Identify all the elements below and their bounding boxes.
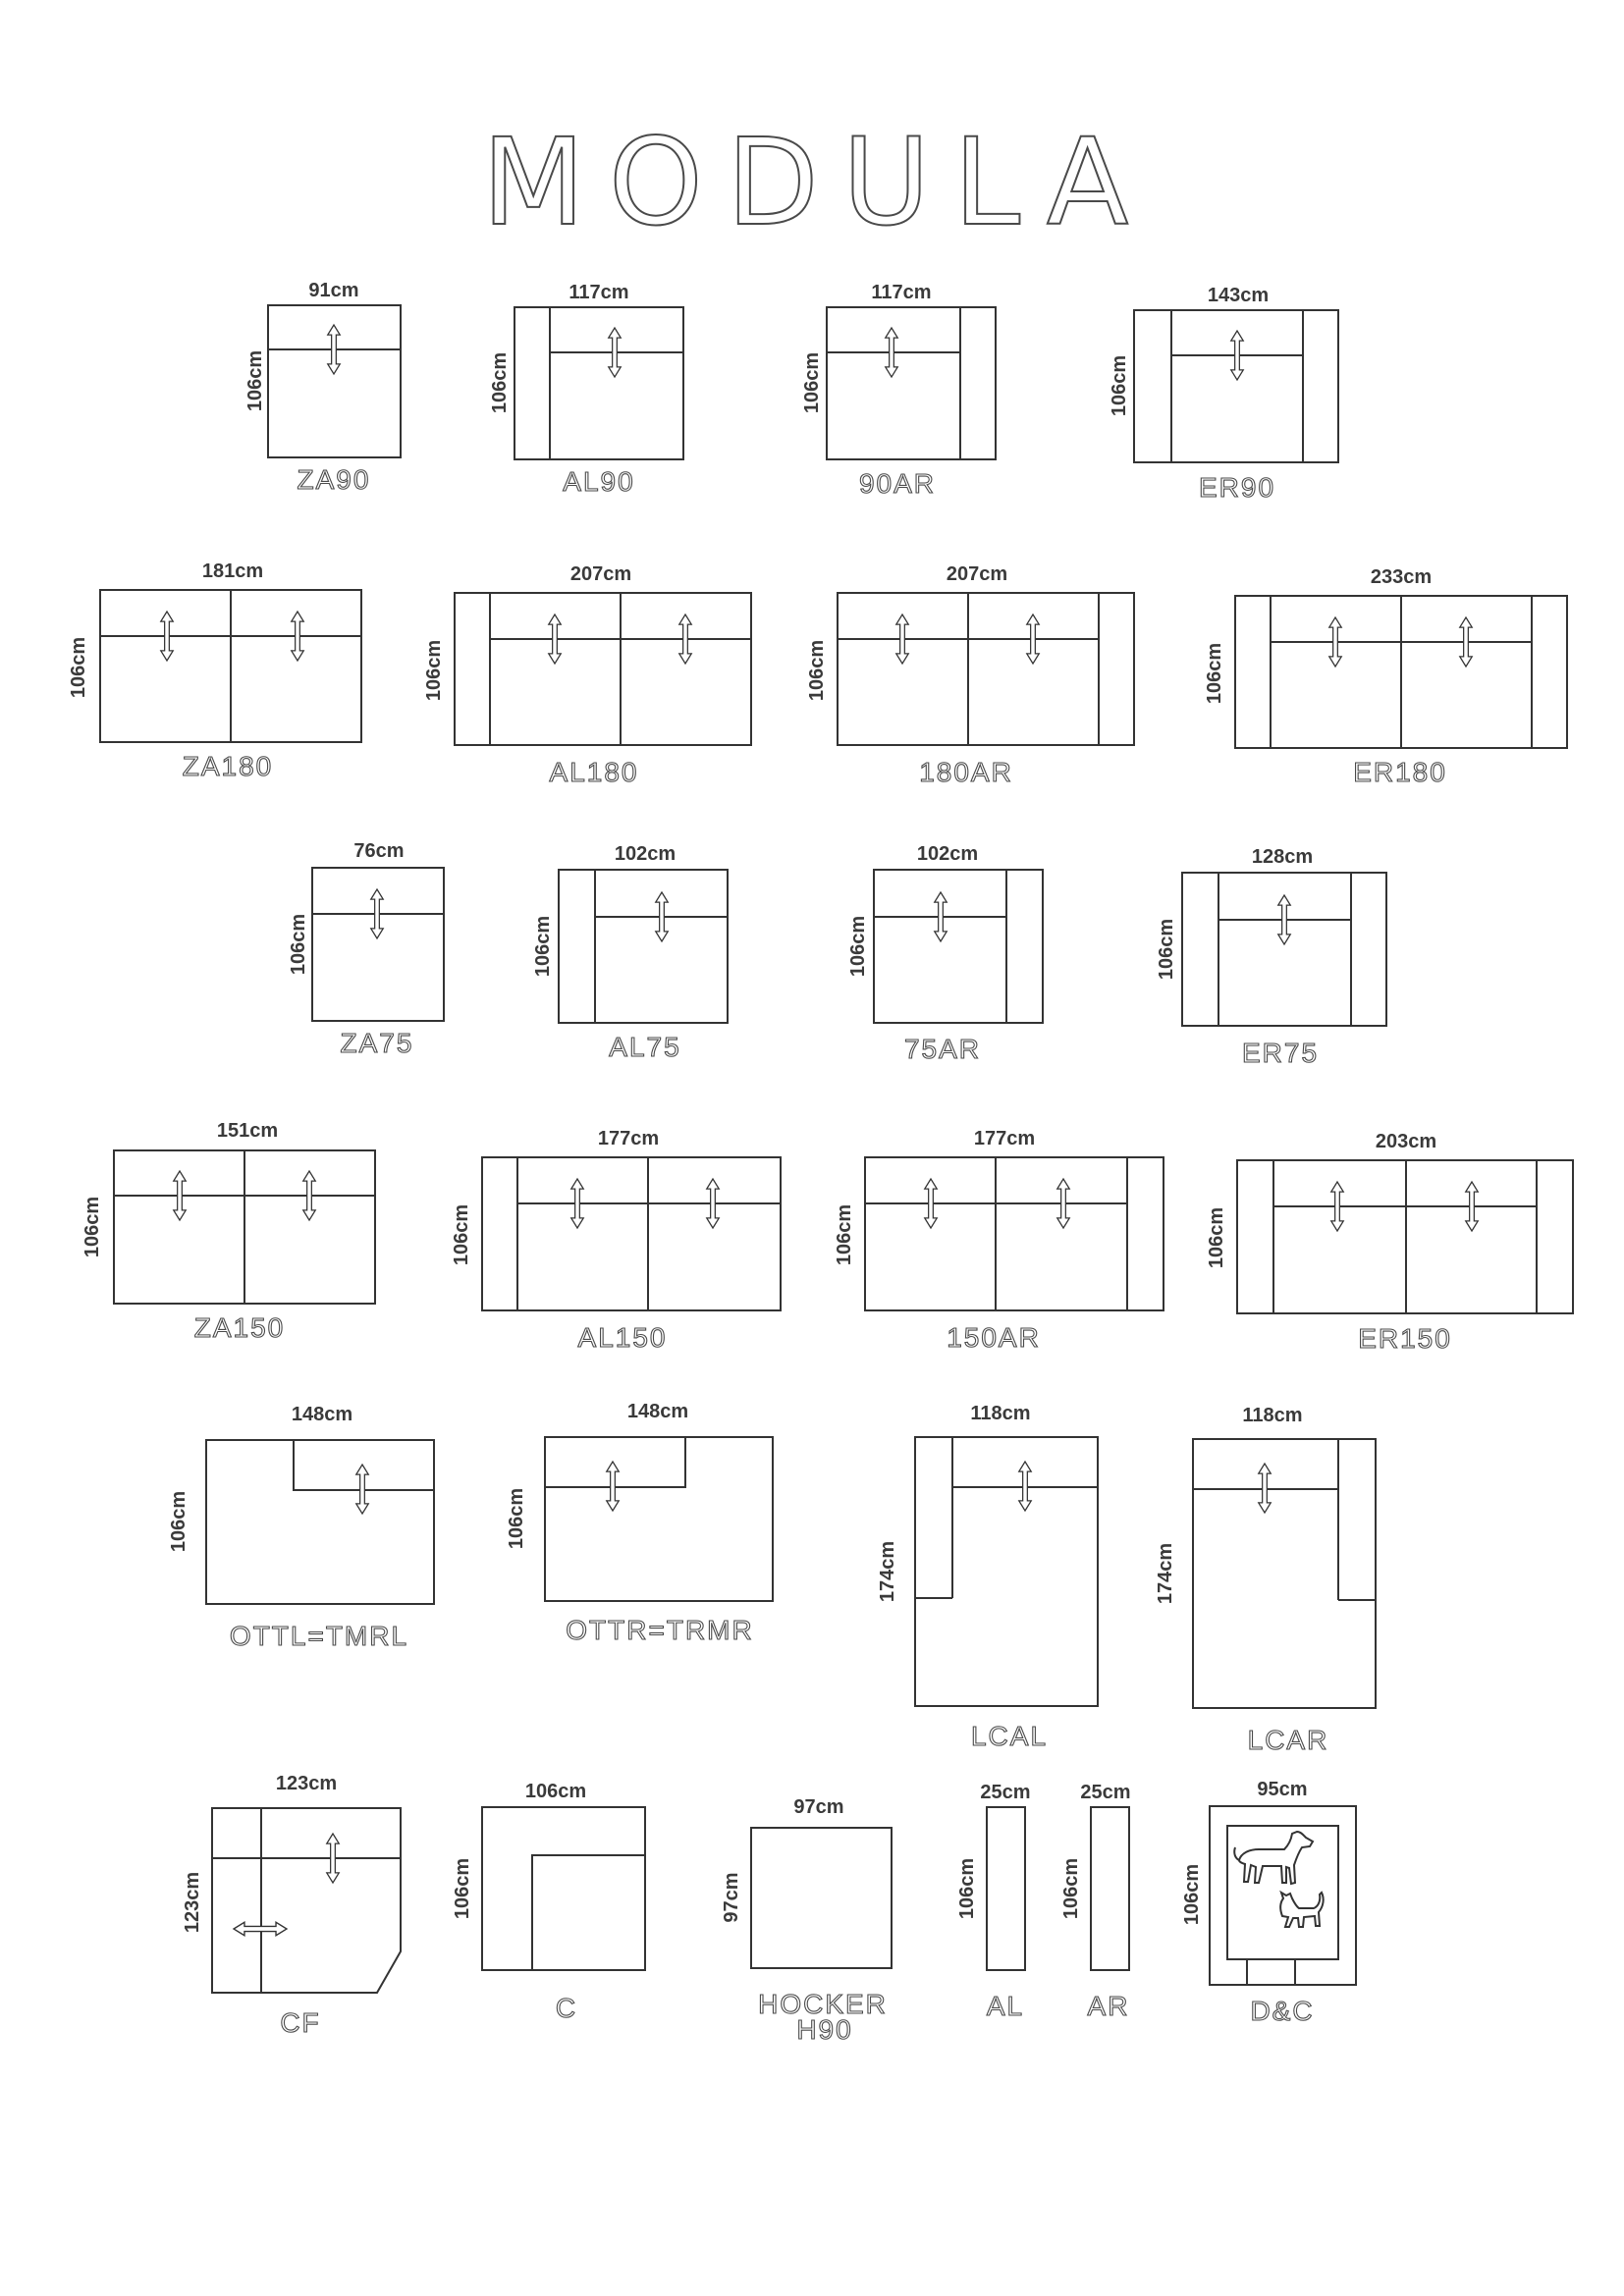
module-label: AL — [986, 1991, 1025, 2021]
module-label: HOCKER — [758, 1989, 888, 2019]
module-label: AR — [1087, 1991, 1130, 2021]
depth-dim: 106cm — [452, 1857, 473, 1920]
module-er150 — [1206, 1131, 1573, 1354]
depth-dim: 123cm — [182, 1871, 203, 1934]
module-label: 75AR — [903, 1034, 982, 1064]
width-dim: 148cm — [291, 1404, 353, 1425]
width-dim: 203cm — [1375, 1131, 1437, 1152]
width-dim: 177cm — [597, 1128, 660, 1149]
depth-dim: 106cm — [1060, 1857, 1082, 1920]
module-90ar — [801, 282, 996, 499]
module-label: AL90 — [563, 466, 635, 497]
depth-dim: 106cm — [68, 636, 89, 699]
module-ottl — [168, 1404, 434, 1651]
module-er90 — [1109, 285, 1338, 503]
width-dim: 177cm — [973, 1128, 1036, 1149]
width-dim: 148cm — [626, 1401, 689, 1422]
module-label: ER180 — [1353, 757, 1447, 787]
module-label: D&C — [1250, 1996, 1315, 2026]
depth-dim: 174cm — [1155, 1542, 1176, 1605]
module-label: LCAL — [970, 1721, 1049, 1751]
width-dim: 25cm — [1080, 1782, 1131, 1803]
module-za75 — [288, 840, 444, 1058]
page-title: MODULA — [481, 113, 1153, 252]
depth-dim: 106cm — [956, 1857, 978, 1920]
width-dim: 118cm — [1242, 1405, 1303, 1426]
module-75ar — [847, 843, 1043, 1064]
module-label-secondary: H90 — [796, 2014, 853, 2045]
depth-dim: 106cm — [1204, 642, 1225, 705]
module-al90 — [489, 282, 683, 497]
module-za90 — [244, 280, 401, 495]
module-c — [452, 1781, 645, 2023]
width-dim: 97cm — [793, 1796, 844, 1818]
width-dim: 123cm — [275, 1773, 338, 1794]
module-label: AL180 — [549, 757, 639, 787]
depth-dim: 106cm — [244, 349, 266, 412]
dog-icon — [1234, 1832, 1313, 1884]
module-label: 150AR — [947, 1322, 1041, 1353]
width-dim: 128cm — [1251, 846, 1314, 868]
module-label: OTTR=TRMR — [566, 1615, 754, 1645]
module-label: ZA75 — [340, 1028, 414, 1058]
width-dim: 118cm — [970, 1403, 1031, 1424]
module-180ar — [806, 563, 1134, 787]
module-er180 — [1204, 566, 1567, 787]
module-label: ZA90 — [297, 464, 371, 495]
depth-dim: 106cm — [1109, 354, 1130, 417]
depth-dim: 106cm — [81, 1196, 103, 1258]
module-al180 — [423, 563, 751, 787]
module-label: ER75 — [1241, 1038, 1320, 1068]
module-150ar — [834, 1128, 1164, 1353]
module-al150 — [451, 1128, 781, 1353]
depth-dim: 106cm — [834, 1203, 855, 1266]
module-label: ER90 — [1198, 472, 1276, 503]
width-dim: 102cm — [916, 843, 979, 865]
depth-dim: 106cm — [423, 639, 445, 702]
module-lcar — [1155, 1405, 1376, 1755]
depth-dim: 106cm — [168, 1490, 189, 1553]
module-label: LCAR — [1247, 1725, 1329, 1755]
depth-dim: 106cm — [1206, 1206, 1227, 1269]
depth-dim: 106cm — [801, 351, 823, 414]
width-dim: 102cm — [614, 843, 677, 865]
module-er75 — [1156, 846, 1386, 1068]
depth-dim: 106cm — [489, 351, 511, 414]
depth-dim: 106cm — [506, 1487, 527, 1550]
module-al — [956, 1782, 1031, 2021]
depth-dim: 106cm — [532, 915, 554, 978]
width-dim: 117cm — [871, 282, 932, 303]
module-hocker — [721, 1796, 892, 2045]
width-dim: 207cm — [569, 563, 632, 585]
module-lcal — [877, 1403, 1098, 1751]
width-dim: 143cm — [1207, 285, 1270, 306]
width-dim: 207cm — [946, 563, 1008, 585]
module-label: ER150 — [1358, 1323, 1452, 1354]
depth-dim: 106cm — [288, 913, 309, 976]
module-ottr — [506, 1401, 773, 1645]
module-label: ZA150 — [193, 1312, 286, 1343]
depth-dim: 106cm — [847, 915, 869, 978]
width-dim: 151cm — [216, 1120, 279, 1142]
width-dim: 95cm — [1257, 1779, 1308, 1800]
module-za180 — [68, 561, 361, 781]
cat-icon — [1280, 1893, 1323, 1927]
width-dim: 117cm — [568, 282, 629, 303]
width-dim: 181cm — [201, 561, 264, 582]
module-label: AL150 — [577, 1322, 668, 1353]
module-label: 90AR — [858, 468, 937, 499]
module-label: C — [555, 1993, 578, 2023]
module-label: OTTL=TMRL — [229, 1621, 409, 1651]
depth-dim: 97cm — [721, 1872, 742, 1923]
module-za150 — [81, 1120, 375, 1343]
width-dim: 233cm — [1370, 566, 1433, 588]
module-dc — [1181, 1779, 1356, 2026]
depth-dim: 106cm — [806, 639, 828, 702]
width-dim: 91cm — [308, 280, 359, 301]
module-label: 180AR — [919, 757, 1013, 787]
module-label: AL75 — [609, 1032, 681, 1062]
width-dim: 25cm — [980, 1782, 1031, 1803]
module-ar — [1060, 1782, 1131, 2021]
width-dim: 106cm — [524, 1781, 587, 1802]
depth-dim: 174cm — [877, 1540, 898, 1603]
depth-dim: 106cm — [1181, 1863, 1203, 1926]
module-label: ZA180 — [182, 751, 274, 781]
depth-dim: 106cm — [451, 1203, 472, 1266]
module-al75 — [532, 843, 728, 1062]
depth-dim: 106cm — [1156, 918, 1177, 981]
module-cf — [182, 1773, 401, 2038]
width-dim: 76cm — [353, 840, 405, 862]
module-label: CF — [280, 2007, 321, 2038]
